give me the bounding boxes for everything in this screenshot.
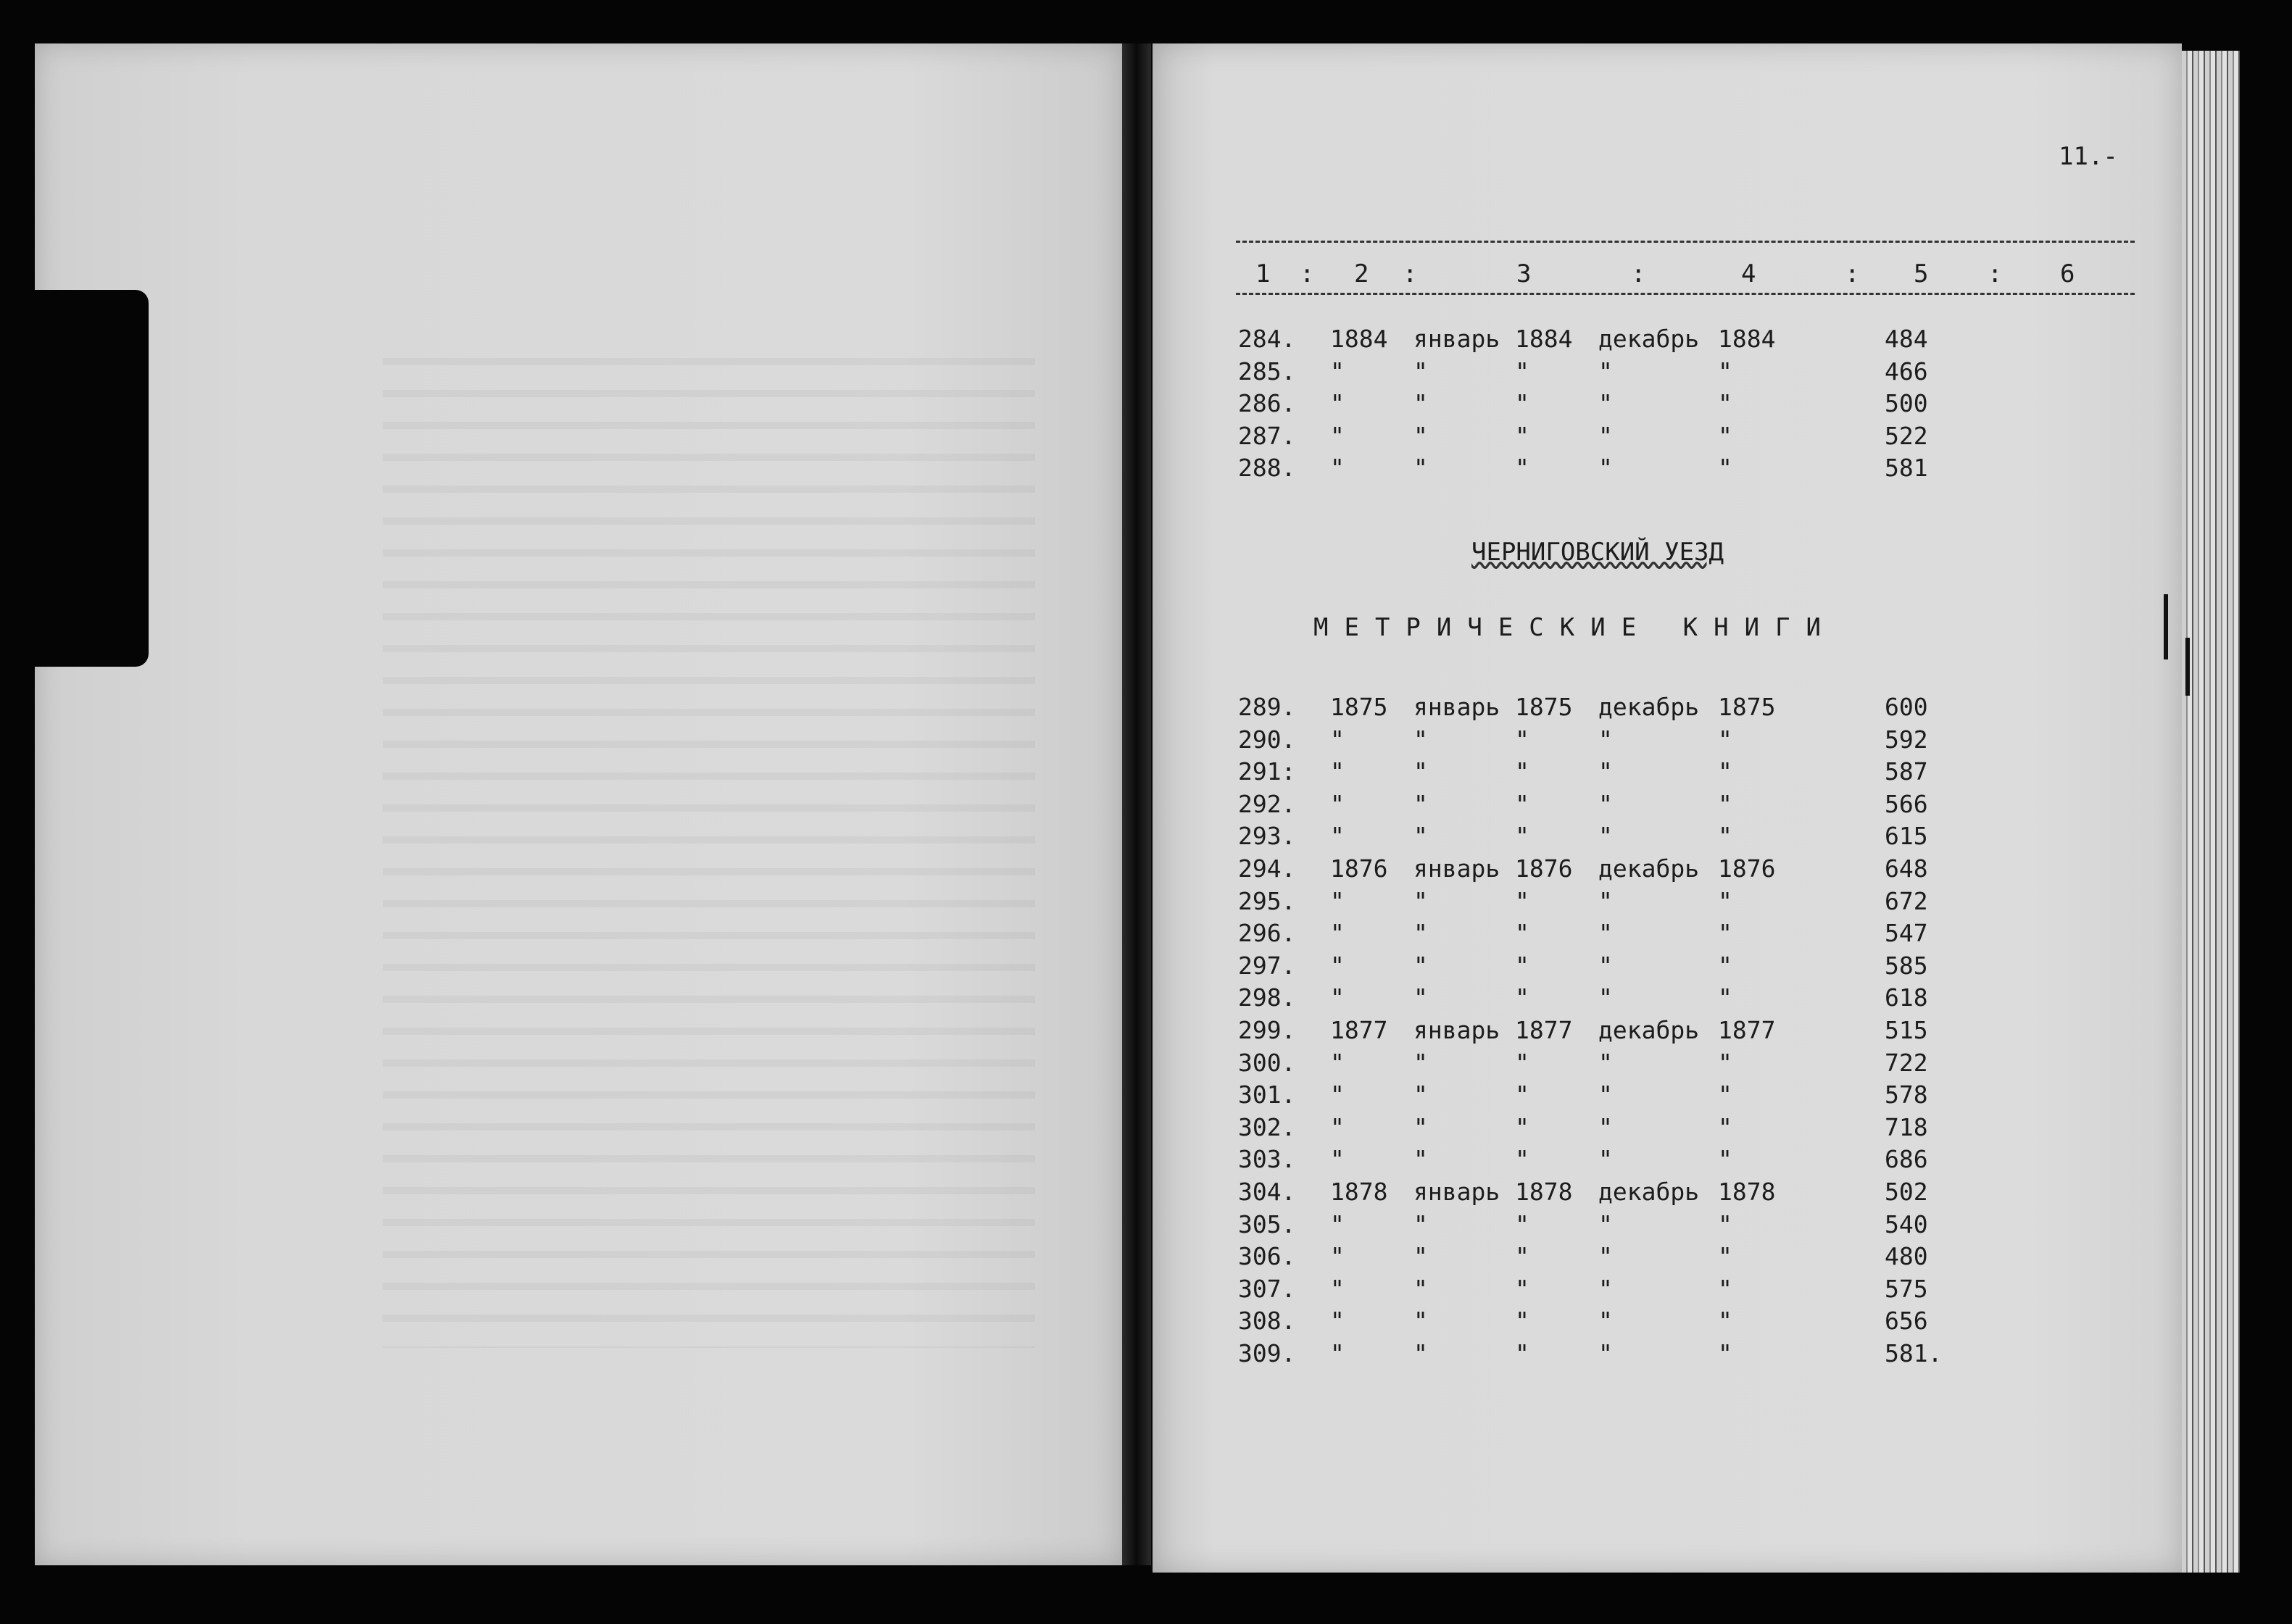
start-year-repeat: " — [1515, 1339, 1529, 1367]
start-year-repeat: 1884 — [1515, 325, 1573, 353]
row-number: 294. — [1238, 854, 1296, 883]
row-number: 292. — [1238, 789, 1296, 818]
record-count: 672 — [1885, 886, 1928, 915]
row-number: 291: — [1238, 757, 1296, 786]
table-row — [0, 854, 2292, 886]
start-year: " — [1330, 983, 1345, 1012]
row-number: 302. — [1238, 1112, 1296, 1141]
end-year: 1884 — [1718, 325, 1776, 353]
start-month: январь — [1413, 1016, 1500, 1044]
start-year-repeat: 1876 — [1515, 854, 1573, 883]
start-year: " — [1330, 1048, 1345, 1077]
end-year: " — [1718, 725, 1732, 754]
table-row — [0, 389, 2292, 421]
column-separator: : — [1845, 259, 1860, 288]
end-month: " — [1598, 1274, 1613, 1303]
start-month: " — [1413, 725, 1428, 754]
row-number: 306. — [1238, 1242, 1296, 1271]
record-count: 566 — [1885, 789, 1928, 818]
table-row — [0, 1080, 2292, 1112]
record-count: 722 — [1885, 1048, 1928, 1077]
record-count: 581. — [1885, 1339, 1943, 1367]
start-year: " — [1330, 789, 1345, 818]
table-row — [0, 983, 2292, 1015]
start-year-repeat: " — [1515, 1145, 1529, 1174]
start-month: " — [1413, 389, 1428, 418]
end-month: " — [1598, 757, 1613, 786]
end-month: " — [1598, 951, 1613, 980]
end-year: " — [1718, 454, 1732, 483]
table-row — [0, 1242, 2292, 1274]
start-year: 1878 — [1330, 1178, 1388, 1206]
record-count: 686 — [1885, 1145, 1928, 1174]
table-row — [0, 1307, 2292, 1338]
start-year-repeat: 1875 — [1515, 693, 1573, 721]
end-month: " — [1598, 389, 1613, 418]
end-year: " — [1718, 1080, 1732, 1109]
start-year: " — [1330, 822, 1345, 851]
edge-marker — [2164, 594, 2168, 659]
start-year-repeat: " — [1515, 1274, 1529, 1303]
start-year-repeat: " — [1515, 421, 1529, 450]
row-number: 295. — [1238, 886, 1296, 915]
row-number: 305. — [1238, 1209, 1296, 1238]
row-number: 293. — [1238, 822, 1296, 851]
end-year: 1877 — [1718, 1016, 1776, 1044]
column-separator: : — [1403, 259, 1418, 288]
row-number: 307. — [1238, 1274, 1296, 1303]
start-year: " — [1330, 1307, 1345, 1336]
start-year: " — [1330, 357, 1345, 386]
start-month: " — [1413, 1307, 1428, 1336]
row-number: 309. — [1238, 1339, 1296, 1367]
start-year: " — [1330, 725, 1345, 754]
end-year: " — [1718, 919, 1732, 948]
start-year: " — [1330, 1080, 1345, 1109]
row-number: 284. — [1238, 325, 1296, 353]
record-count: 600 — [1885, 693, 1928, 721]
table-row — [0, 693, 2292, 725]
start-year-repeat: 1877 — [1515, 1016, 1573, 1044]
end-month: " — [1598, 725, 1613, 754]
record-count: 581 — [1885, 454, 1928, 483]
end-month: " — [1598, 421, 1613, 450]
edge-marker — [2185, 638, 2190, 696]
end-month: " — [1598, 1209, 1613, 1238]
start-year: " — [1330, 886, 1345, 915]
start-month: январь — [1413, 1178, 1500, 1206]
start-year-repeat: " — [1515, 822, 1529, 851]
start-year-repeat: " — [1515, 983, 1529, 1012]
record-count: 585 — [1885, 951, 1928, 980]
start-year-repeat: " — [1515, 1209, 1529, 1238]
start-year: " — [1330, 1339, 1345, 1367]
start-year: " — [1330, 951, 1345, 980]
table-row — [0, 1210, 2292, 1242]
start-year-repeat: " — [1515, 789, 1529, 818]
table-row — [0, 422, 2292, 454]
record-count: 578 — [1885, 1080, 1928, 1109]
start-month: " — [1413, 421, 1428, 450]
start-year-repeat: " — [1515, 1080, 1529, 1109]
table-row — [0, 1339, 2292, 1371]
table-row — [0, 325, 2292, 357]
table-row — [0, 757, 2292, 789]
start-year: " — [1330, 389, 1345, 418]
table-row — [0, 822, 2292, 854]
end-month: " — [1598, 454, 1613, 483]
end-year: " — [1718, 421, 1732, 450]
end-year: " — [1718, 1209, 1732, 1238]
column-header: 6 — [2060, 259, 2075, 288]
start-month: " — [1413, 454, 1428, 483]
record-count: 615 — [1885, 822, 1928, 851]
start-year: " — [1330, 1209, 1345, 1238]
start-year: " — [1330, 1145, 1345, 1174]
end-year: " — [1718, 1145, 1732, 1174]
record-count: 618 — [1885, 983, 1928, 1012]
end-month: декабрь — [1598, 854, 1700, 883]
end-year: " — [1718, 1048, 1732, 1077]
end-month: декабрь — [1598, 1178, 1700, 1206]
start-month: " — [1413, 1242, 1428, 1271]
column-header: 1 — [1255, 259, 1271, 288]
record-count: 484 — [1885, 325, 1928, 353]
table-row — [0, 1016, 2292, 1048]
start-year-repeat: " — [1515, 886, 1529, 915]
start-year-repeat: " — [1515, 1242, 1529, 1271]
record-count: 522 — [1885, 421, 1928, 450]
table-row — [0, 1275, 2292, 1307]
end-month: декабрь — [1598, 325, 1700, 353]
end-year: " — [1718, 983, 1732, 1012]
start-month: " — [1413, 1274, 1428, 1303]
end-year: " — [1718, 886, 1732, 915]
start-year-repeat: " — [1515, 725, 1529, 754]
row-number: 303. — [1238, 1145, 1296, 1174]
start-month: январь — [1413, 854, 1500, 883]
end-month: " — [1598, 357, 1613, 386]
start-month: " — [1413, 1339, 1428, 1367]
start-year-repeat: " — [1515, 951, 1529, 980]
table-row — [0, 919, 2292, 951]
end-month: " — [1598, 983, 1613, 1012]
start-year-repeat: " — [1515, 1048, 1529, 1077]
start-year: " — [1330, 454, 1345, 483]
start-month: " — [1413, 822, 1428, 851]
end-year: " — [1718, 789, 1732, 818]
row-number: 300. — [1238, 1048, 1296, 1077]
record-count: 587 — [1885, 757, 1928, 786]
record-count: 656 — [1885, 1307, 1928, 1336]
row-number: 308. — [1238, 1307, 1296, 1336]
end-year: " — [1718, 389, 1732, 418]
record-count: 500 — [1885, 389, 1928, 418]
row-number: 288. — [1238, 454, 1296, 483]
end-year: " — [1718, 357, 1732, 386]
row-number: 298. — [1238, 983, 1296, 1012]
row-number: 289. — [1238, 693, 1296, 721]
end-month: " — [1598, 1145, 1613, 1174]
start-month: " — [1413, 1145, 1428, 1174]
end-year: " — [1718, 1242, 1732, 1271]
row-number: 296. — [1238, 919, 1296, 948]
start-year-repeat: " — [1515, 357, 1529, 386]
record-count: 575 — [1885, 1274, 1928, 1303]
header-rule-bottom — [1236, 293, 2135, 295]
start-month: " — [1413, 789, 1428, 818]
end-month: " — [1598, 789, 1613, 818]
start-month: " — [1413, 1112, 1428, 1141]
start-year-repeat: " — [1515, 454, 1529, 483]
end-year: " — [1718, 757, 1732, 786]
table-row — [0, 887, 2292, 919]
row-number: 301. — [1238, 1080, 1296, 1109]
end-year: 1875 — [1718, 693, 1776, 721]
start-year: " — [1330, 421, 1345, 450]
column-header: 4 — [1741, 259, 1756, 288]
row-number: 304. — [1238, 1178, 1296, 1206]
column-header: 5 — [1914, 259, 1929, 288]
record-count: 648 — [1885, 854, 1928, 883]
start-month: " — [1413, 886, 1428, 915]
start-year: " — [1330, 1242, 1345, 1271]
end-month: " — [1598, 1242, 1613, 1271]
column-separator: : — [1988, 259, 2003, 288]
end-year: " — [1718, 951, 1732, 980]
end-year: 1878 — [1718, 1178, 1776, 1206]
page-number: 11.- — [2059, 142, 2118, 171]
end-month: " — [1598, 1048, 1613, 1077]
section-title: МЕТРИЧЕСКИЕ КНИГИ — [1313, 613, 1837, 642]
column-header: 3 — [1516, 259, 1532, 288]
start-month: " — [1413, 951, 1428, 980]
row-number: 299. — [1238, 1016, 1296, 1044]
end-month: " — [1598, 822, 1613, 851]
end-year: " — [1718, 1307, 1732, 1336]
start-month: " — [1413, 357, 1428, 386]
start-year-repeat: " — [1515, 1112, 1529, 1141]
start-month: " — [1413, 919, 1428, 948]
row-number: 285. — [1238, 357, 1296, 386]
row-number: 290. — [1238, 725, 1296, 754]
table-row — [0, 357, 2292, 389]
record-count: 515 — [1885, 1016, 1928, 1044]
column-separator: : — [1631, 259, 1646, 288]
start-year-repeat: " — [1515, 1307, 1529, 1336]
start-year: 1877 — [1330, 1016, 1388, 1044]
table-row — [0, 454, 2292, 486]
record-count: 540 — [1885, 1209, 1928, 1238]
end-month: декабрь — [1598, 1016, 1700, 1044]
end-year: " — [1718, 1274, 1732, 1303]
end-month: " — [1598, 1307, 1613, 1336]
start-year: " — [1330, 757, 1345, 786]
table-row — [0, 1178, 2292, 1209]
start-month: январь — [1413, 325, 1500, 353]
start-month: " — [1413, 983, 1428, 1012]
record-count: 502 — [1885, 1178, 1928, 1206]
end-year: 1876 — [1718, 854, 1776, 883]
end-year: " — [1718, 822, 1732, 851]
start-year: " — [1330, 1112, 1345, 1141]
end-month: декабрь — [1598, 693, 1700, 721]
record-count: 547 — [1885, 919, 1928, 948]
start-year-repeat: " — [1515, 389, 1529, 418]
column-header: 2 — [1354, 259, 1369, 288]
start-year-repeat: " — [1515, 757, 1529, 786]
record-count: 466 — [1885, 357, 1928, 386]
start-year-repeat: " — [1515, 919, 1529, 948]
district-title: ЧЕРНИГОВСКИЙ УЕЗД — [1471, 538, 1724, 567]
header-rule-top — [1236, 241, 2135, 243]
table-row — [0, 1113, 2292, 1145]
end-month: " — [1598, 886, 1613, 915]
record-count: 592 — [1885, 725, 1928, 754]
start-month: январь — [1413, 693, 1500, 721]
end-month: " — [1598, 919, 1613, 948]
end-year: " — [1718, 1112, 1732, 1141]
end-month: " — [1598, 1339, 1613, 1367]
start-year: 1884 — [1330, 325, 1388, 353]
end-month: " — [1598, 1080, 1613, 1109]
record-count: 718 — [1885, 1112, 1928, 1141]
column-separator: : — [1300, 259, 1315, 288]
start-month: " — [1413, 1048, 1428, 1077]
start-month: " — [1413, 1080, 1428, 1109]
table-row — [0, 952, 2292, 983]
row-number: 287. — [1238, 421, 1296, 450]
row-number: 297. — [1238, 951, 1296, 980]
table-row — [0, 1145, 2292, 1177]
start-year: 1876 — [1330, 854, 1388, 883]
row-number: 286. — [1238, 389, 1296, 418]
record-count: 480 — [1885, 1242, 1928, 1271]
start-year-repeat: 1878 — [1515, 1178, 1573, 1206]
end-year: " — [1718, 1339, 1732, 1367]
start-year: " — [1330, 919, 1345, 948]
table-row — [0, 725, 2292, 757]
table-row — [0, 790, 2292, 822]
start-year: 1875 — [1330, 693, 1388, 721]
start-month: " — [1413, 1209, 1428, 1238]
table-row — [0, 1049, 2292, 1080]
start-year: " — [1330, 1274, 1345, 1303]
start-month: " — [1413, 757, 1428, 786]
end-month: " — [1598, 1112, 1613, 1141]
